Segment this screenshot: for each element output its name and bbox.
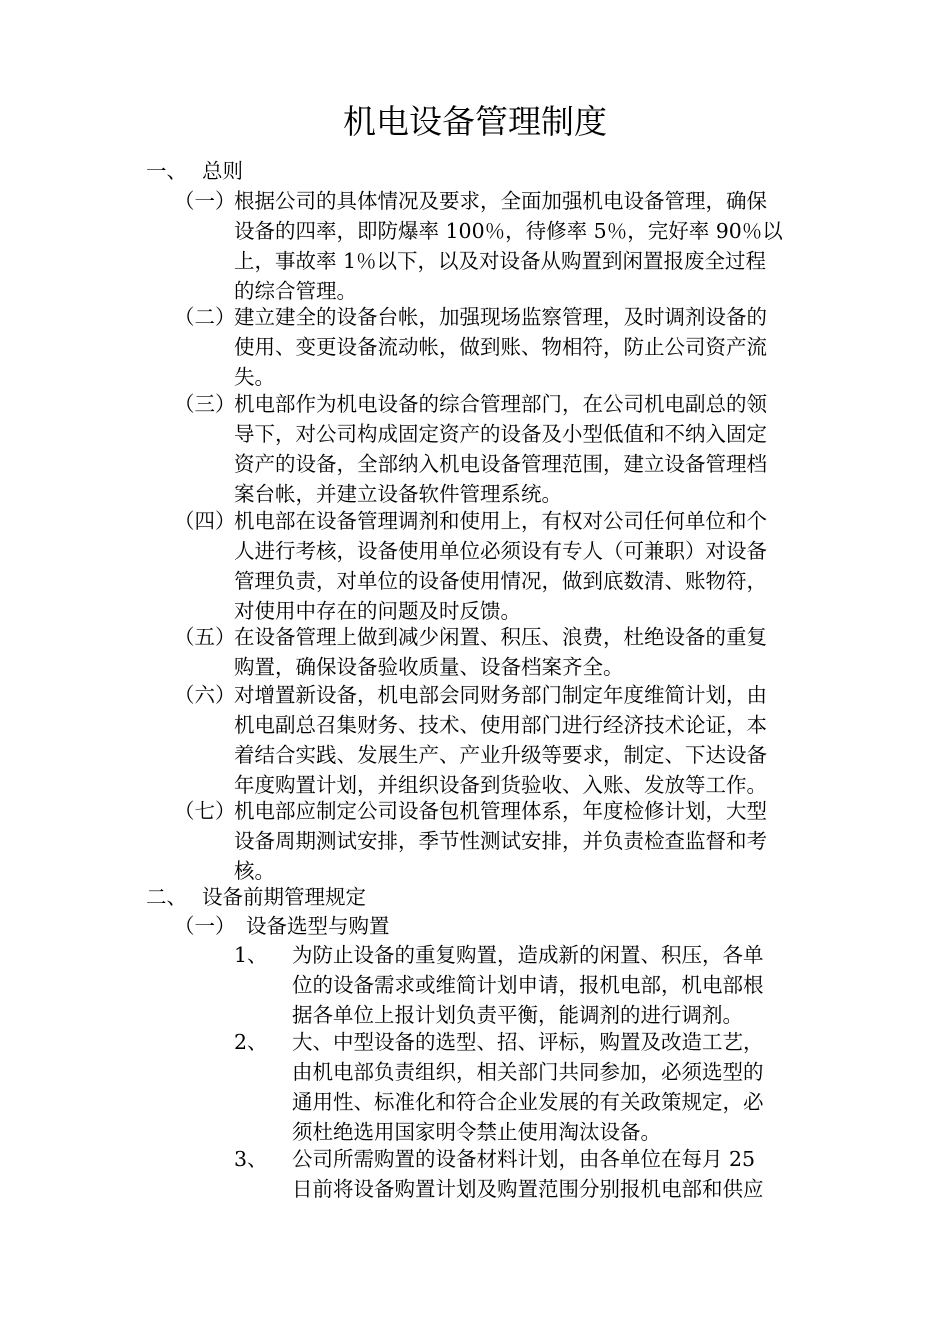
subsection-number: （一） (174, 914, 236, 938)
text-line: 建立建全的设备台帐，加强现场监察管理，及时调剂设备的 (234, 305, 767, 329)
clause-number: （二） (174, 305, 236, 329)
item-text (292, 940, 764, 1030)
clause-text (234, 186, 783, 306)
clause-text (234, 389, 767, 509)
clause-text (234, 506, 767, 626)
clause-text (234, 302, 767, 392)
text-line: 购置，确保设备验收质量、设备档案齐全。 (234, 655, 624, 679)
clause-number: （五） (174, 625, 236, 649)
item-number: 3、 (234, 1147, 268, 1171)
text-line: 失。 (234, 365, 275, 389)
document-title: 机电设备管理制度 (343, 102, 607, 141)
text-line: 公司所需购置的设备材料计划，由各单位在每月 25 (292, 1147, 756, 1171)
text-line: 导下，对公司构成固定资产的设备及小型低值和不纳入固定 (234, 422, 767, 446)
text-line: 在设备管理上做到减少闲置、积压、浪费，杜绝设备的重复 (234, 625, 767, 649)
text-line: 管理负责，对单位的设备使用情况，做到底数清、账物符， (234, 569, 767, 593)
text-line: 机电部应制定公司设备包机管理体系，年度检修计划，大型 (234, 799, 767, 823)
text-line: 对增置新设备，机电部会同财务部门制定年度维简计划，由 (234, 683, 767, 707)
item-number: 1、 (234, 943, 268, 967)
text-line: 设备周期测试安排，季节性测试安排，并负责检查监督和考 (234, 829, 767, 853)
clause-text (234, 796, 767, 886)
section-number: 二、 (146, 885, 187, 909)
text-line: 机电副总召集财务、技术、使用部门进行经济技术论证，本 (234, 713, 767, 737)
section-title: 设备前期管理规定 (202, 885, 366, 909)
text-line: 使用、变更设备流动帐，做到账、物相符，防止公司资产流 (234, 335, 767, 359)
text-line: 设备的四率，即防爆率 100％，待修率 5％，完好率 90％以 (234, 219, 783, 243)
text-line: 人进行考核，设备使用单位必须设有专人（可兼职）对设备 (234, 539, 767, 563)
section-number: 一、 (146, 159, 187, 183)
section-title: 总则 (202, 159, 243, 183)
text-line: 案台帐，并建立设备软件管理系统。 (234, 482, 562, 506)
subsection-title: 设备选型与购置 (246, 914, 390, 938)
text-line: 机电部在设备管理调剂和使用上，有权对公司任何单位和个 (234, 509, 767, 533)
text-line: 着结合实践、发展生产、产业升级等要求，制定、下达设备 (234, 743, 767, 767)
text-line: 对使用中存在的问题及时反馈。 (234, 599, 521, 623)
text-line: 的综合管理。 (234, 279, 357, 303)
clause-number: （三） (174, 392, 236, 416)
text-line: 位的设备需求或维简计划申请，报机电部，机电部根 (292, 973, 764, 997)
clause-text (234, 622, 767, 682)
item-number: 2、 (234, 1030, 268, 1054)
item-text (292, 1144, 764, 1204)
text-line: 机电部作为机电设备的综合管理部门，在公司机电副总的领 (234, 392, 767, 416)
text-line: 为防止设备的重复购置，造成新的闲置、积压，各单 (292, 943, 764, 967)
text-line: 据各单位上报计划负责平衡，能调剂的进行调剂。 (292, 1003, 743, 1027)
clause-text (234, 680, 767, 800)
text-line: 上，事故率 1％以下，以及对设备从购置到闲置报废全过程 (234, 249, 767, 273)
clause-number: （四） (174, 509, 236, 533)
text-line: 大、中型设备的选型、招、评标，购置及改造工艺， (292, 1030, 764, 1054)
item-text (292, 1027, 764, 1147)
text-line: 资产的设备，全部纳入机电设备管理范围，建立设备管理档 (234, 452, 767, 476)
clause-number: （七） (174, 799, 236, 823)
text-line: 由机电部负责组织，相关部门共同参加，必须选型的 (292, 1060, 764, 1084)
text-line: 日前将设备购置计划及购置范围分别报机电部和供应 (292, 1177, 764, 1201)
text-line: 通用性、标准化和符合企业发展的有关政策规定，必 (292, 1090, 764, 1114)
clause-number: （六） (174, 683, 236, 707)
text-line: 须杜绝选用国家明令禁止使用淘汰设备。 (292, 1120, 661, 1144)
text-line: 核。 (234, 859, 275, 883)
text-line: 根据公司的具体情况及要求，全面加强机电设备管理，确保 (234, 189, 767, 213)
text-line: 年度购置计划，并组织设备到货验收、入账、发放等工作。 (234, 773, 767, 797)
clause-number: （一） (174, 189, 236, 213)
